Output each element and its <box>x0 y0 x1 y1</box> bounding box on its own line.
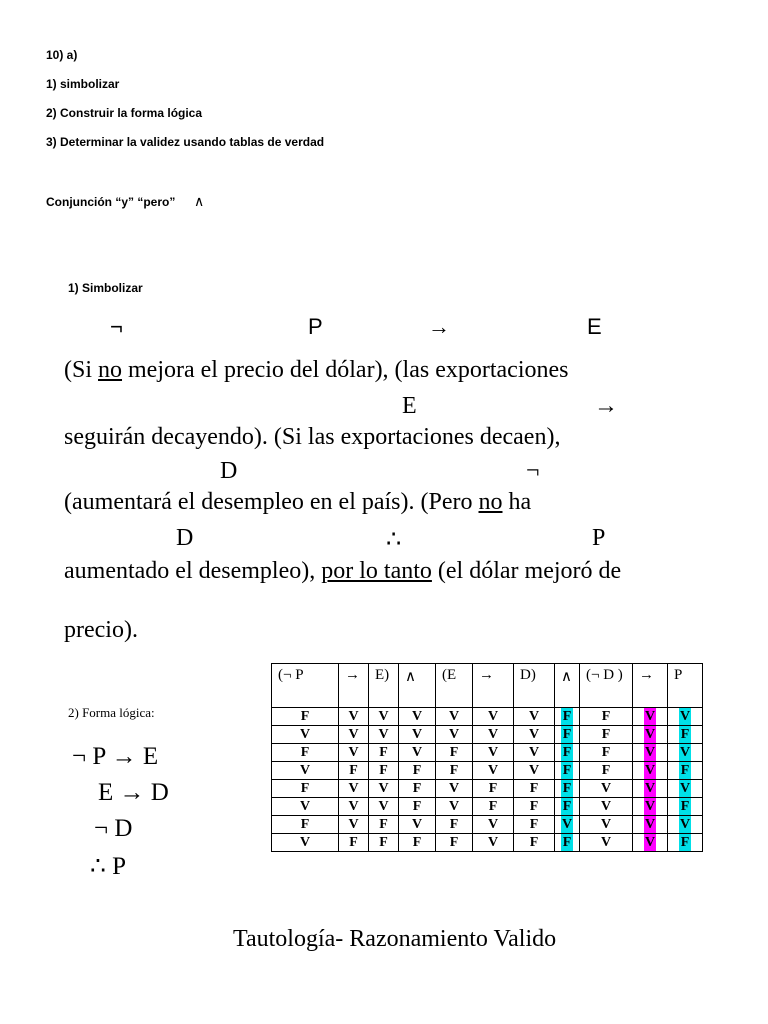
symbol-p-2: P <box>592 525 606 551</box>
table-cell: F <box>668 798 703 816</box>
table-cell: V <box>580 834 633 852</box>
table-cell: F <box>436 834 473 852</box>
table-cell: V <box>473 834 514 852</box>
symbol-not: ¬ <box>110 314 123 339</box>
conclusion-formula: ∴ P <box>90 853 127 880</box>
symbol-not-2: ¬ <box>526 458 540 484</box>
table-cell: F <box>555 798 580 816</box>
truth-table <box>271 663 703 852</box>
table-cell: V <box>633 744 668 762</box>
symbol-e-2: E <box>402 393 417 419</box>
table-cell: V <box>668 816 703 834</box>
table-cell: V <box>339 780 369 798</box>
table-cell: F <box>272 816 339 834</box>
table-cell: V <box>436 798 473 816</box>
table-cell: V <box>633 762 668 780</box>
header-cell: P <box>668 664 703 708</box>
text-line-3: (aumentará el desempleo en el país). (Pero no ha <box>64 489 532 515</box>
table-cell: F <box>580 762 633 780</box>
symbol-p: P <box>308 314 323 339</box>
premise-3: ¬ D <box>94 815 133 842</box>
table-cell: V <box>272 834 339 852</box>
table-cell: F <box>668 834 703 852</box>
text-line-2: seguirán decayendo). (Si las exportaciones decaen), <box>64 424 561 450</box>
table-cell: F <box>580 708 633 726</box>
conjunction-label: Conjunción “y” “pero” <box>46 195 176 209</box>
table-cell: F <box>514 798 555 816</box>
table-cell: V <box>473 708 514 726</box>
table-cell: F <box>473 798 514 816</box>
table-cell: V <box>339 708 369 726</box>
table-cell: F <box>555 780 580 798</box>
table-cell: V <box>633 708 668 726</box>
table-cell: V <box>633 726 668 744</box>
table-cell: F <box>399 834 436 852</box>
table-cell: F <box>369 744 399 762</box>
symbol-therefore: ∴ <box>386 527 402 553</box>
heading-10a: 10) a) <box>46 48 78 62</box>
table-cell: V <box>514 708 555 726</box>
section1-title: 1) Simbolizar <box>68 281 143 295</box>
table-cell: F <box>369 816 399 834</box>
table-cell: F <box>514 780 555 798</box>
table-cell: F <box>514 834 555 852</box>
section2-title: 2) Forma lógica: <box>68 705 155 720</box>
table-cell: V <box>668 780 703 798</box>
table-cell: V <box>580 780 633 798</box>
table-row <box>272 708 703 726</box>
table-cell: V <box>436 780 473 798</box>
table-cell: F <box>369 762 399 780</box>
table-cell: V <box>633 780 668 798</box>
table-cell: V <box>473 762 514 780</box>
table-cell: V <box>399 744 436 762</box>
table-cell: V <box>369 708 399 726</box>
table-cell: F <box>514 816 555 834</box>
table-header-row <box>272 664 703 708</box>
header-cell: → <box>473 664 514 708</box>
table-cell: F <box>339 834 369 852</box>
table-cell: V <box>339 798 369 816</box>
table-cell: V <box>339 744 369 762</box>
table-cell: V <box>668 744 703 762</box>
table-cell: V <box>555 816 580 834</box>
header-cell: ∧ <box>555 664 580 708</box>
symbol-arrow: → <box>428 314 450 339</box>
table-cell: F <box>399 798 436 816</box>
truth-table-body <box>272 708 703 852</box>
table-cell: F <box>580 744 633 762</box>
step-validez: 3) Determinar la validez usando tablas de verdad <box>46 135 325 149</box>
table-cell: V <box>436 708 473 726</box>
header-cell: → <box>339 664 369 708</box>
premise-2: E → D <box>98 779 169 806</box>
table-cell: V <box>369 726 399 744</box>
table-cell: V <box>339 816 369 834</box>
conclusion-text: Tautología- Razonamiento Valido <box>233 926 557 952</box>
header-cell: → <box>633 664 668 708</box>
table-cell: F <box>555 744 580 762</box>
table-cell: F <box>272 744 339 762</box>
table-cell: V <box>668 708 703 726</box>
header-cell: (¬ D ) <box>580 664 633 708</box>
symbol-d: D <box>220 458 238 484</box>
step-simbolizar: 1) simbolizar <box>46 77 120 91</box>
table-cell: F <box>668 726 703 744</box>
table-cell: V <box>399 816 436 834</box>
table-row <box>272 744 703 762</box>
table-cell: V <box>369 798 399 816</box>
table-cell: F <box>272 780 339 798</box>
table-row <box>272 780 703 798</box>
premise-1: ¬ P → E <box>72 743 159 770</box>
symbol-d-2: D <box>176 525 194 551</box>
table-cell: F <box>555 834 580 852</box>
table-cell: V <box>633 834 668 852</box>
header-cell: D) <box>514 664 555 708</box>
table-cell: F <box>580 726 633 744</box>
text-line-5: precio). <box>64 617 138 643</box>
table-cell: V <box>514 762 555 780</box>
table-cell: V <box>272 798 339 816</box>
table-cell: F <box>555 726 580 744</box>
table-cell: V <box>399 726 436 744</box>
table-cell: V <box>399 708 436 726</box>
table-row <box>272 762 703 780</box>
table-cell: V <box>339 726 369 744</box>
table-cell: F <box>399 780 436 798</box>
table-cell: V <box>369 780 399 798</box>
table-cell: F <box>555 762 580 780</box>
table-cell: F <box>339 762 369 780</box>
table-cell: V <box>272 726 339 744</box>
text-line-1: (Si no mejora el precio del dólar), (las exportaciones <box>64 357 569 383</box>
table-cell: V <box>633 798 668 816</box>
header-cell: (E <box>436 664 473 708</box>
header-cell: E) <box>369 664 399 708</box>
table-cell: V <box>580 798 633 816</box>
table-row <box>272 834 703 852</box>
table-cell: V <box>436 726 473 744</box>
step-forma-logica: 2) Construir la forma lógica <box>46 106 203 120</box>
symbol-e: E <box>587 314 602 339</box>
table-cell: F <box>436 744 473 762</box>
table-cell: V <box>580 816 633 834</box>
table-cell: V <box>473 744 514 762</box>
table-cell: V <box>514 726 555 744</box>
table-cell: F <box>369 834 399 852</box>
table-cell: F <box>272 708 339 726</box>
table-cell: V <box>473 726 514 744</box>
table-cell: V <box>272 762 339 780</box>
symbol-arrow-2: → <box>594 393 618 419</box>
text-line-4: aumentado el desempleo), por lo tanto (el dólar mejoró de <box>64 558 622 584</box>
header-cell: ∧ <box>399 664 436 708</box>
table-cell: F <box>555 708 580 726</box>
table-cell: F <box>668 762 703 780</box>
table-row <box>272 816 703 834</box>
table-cell: F <box>436 816 473 834</box>
table-row <box>272 726 703 744</box>
table-row <box>272 798 703 816</box>
table-cell: F <box>436 762 473 780</box>
table-cell: F <box>399 762 436 780</box>
header-cell: (¬ P <box>272 664 339 708</box>
table-cell: V <box>514 744 555 762</box>
table-cell: V <box>473 816 514 834</box>
table-cell: V <box>633 816 668 834</box>
conjunction-symbol: ∧ <box>194 193 205 209</box>
table-cell: F <box>473 780 514 798</box>
